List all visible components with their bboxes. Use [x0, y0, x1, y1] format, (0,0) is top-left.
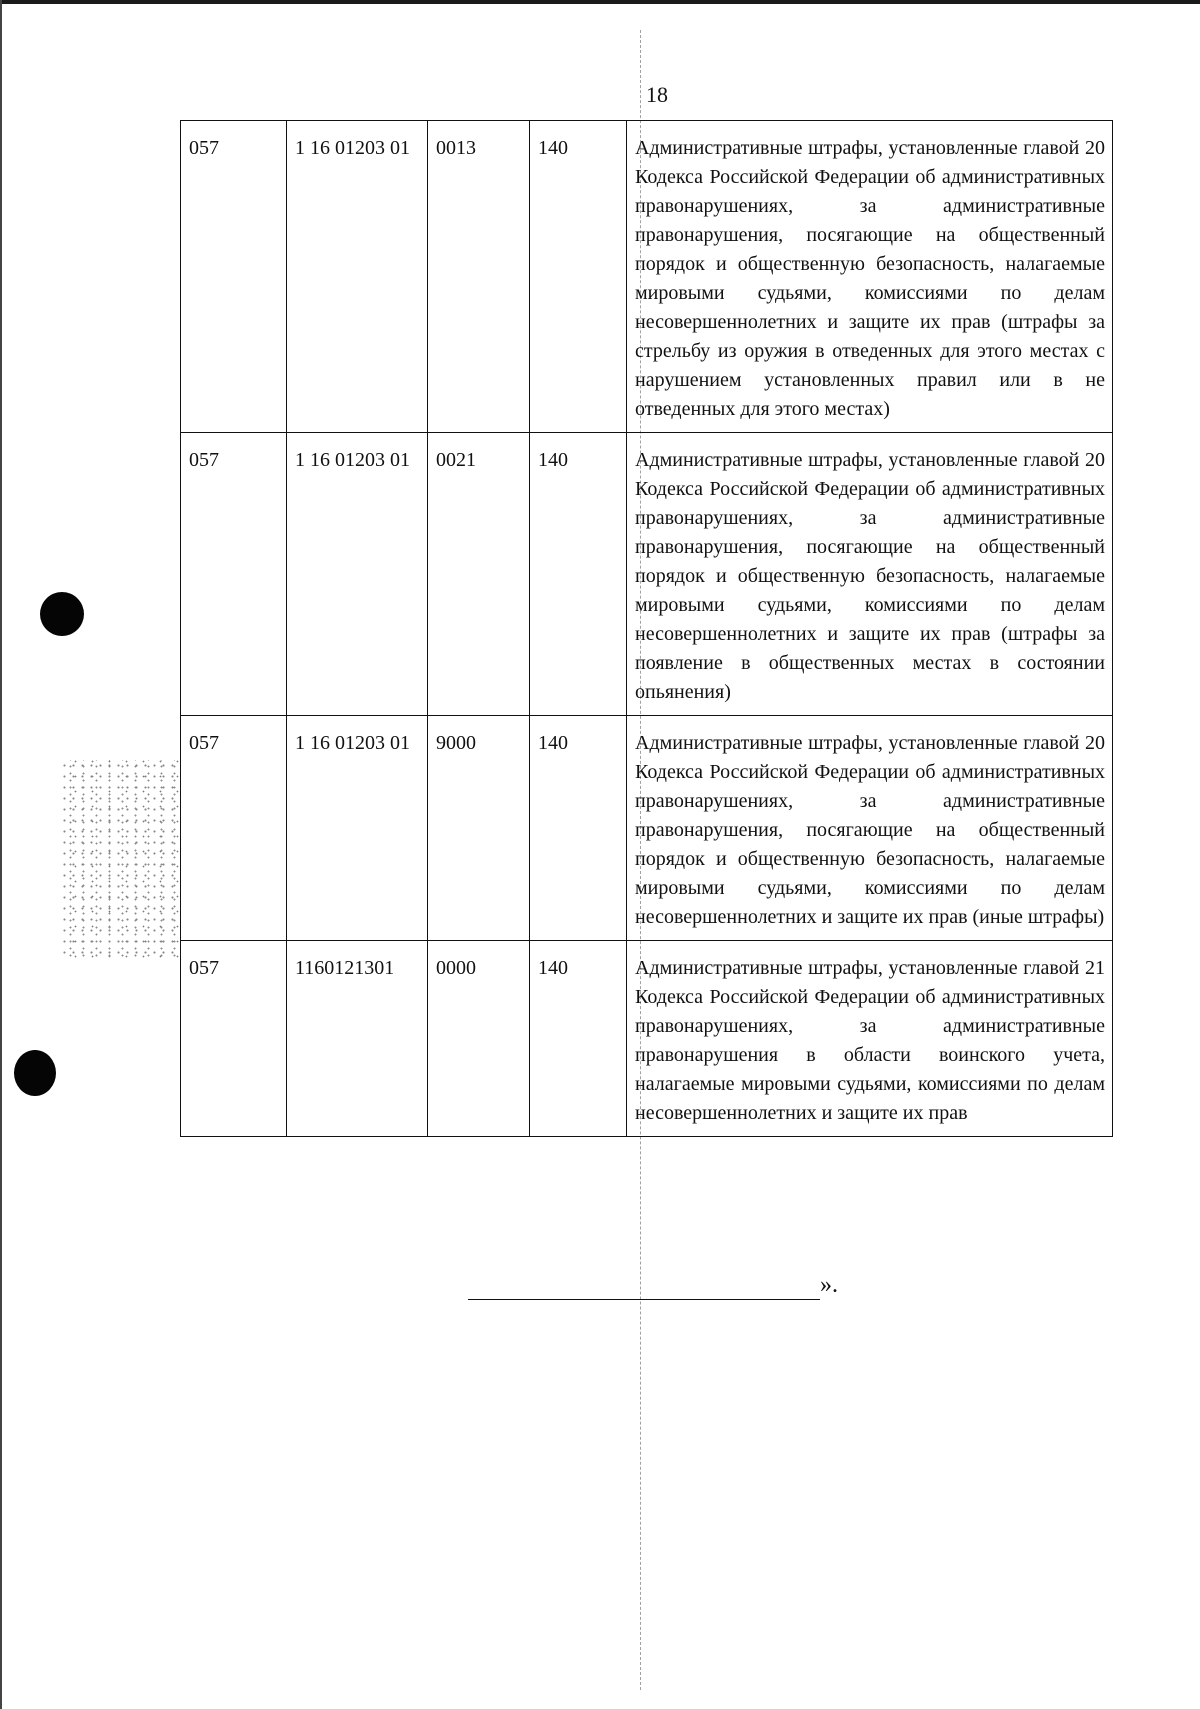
punch-hole-icon: [40, 592, 84, 636]
kbk-main-cell: 1160121301: [287, 941, 428, 1137]
kbk-program-cell: 9000: [428, 716, 530, 941]
kbk-kosgu-cell: 140: [530, 121, 627, 433]
kbk-kosgu-cell: 140: [530, 941, 627, 1137]
fines-table: [180, 120, 1113, 1137]
punch-hole-icon: [14, 1050, 56, 1096]
scan-top-edge: [0, 0, 1200, 4]
table-row: [181, 941, 1113, 1137]
admin-code-cell: 057: [181, 941, 287, 1137]
page-number: 18: [646, 82, 668, 107]
admin-code-cell: 057: [181, 716, 287, 941]
kbk-main-cell: 1 16 01203 01: [287, 433, 428, 716]
scan-left-edge: [0, 0, 2, 1709]
description-cell: Административные штрафы, установленные главой 20 Кодекса Российской Федерации об административных правонарушениях, за административные правонарушения, посягающие на общественный порядок и общественную безопасность, налагаемые мировыми судьями, комиссиями по делам несовершеннолетних и защите их прав (штрафы за появление в общественных местах в состоянии опьянения): [627, 433, 1113, 716]
closing-rule: [468, 1299, 820, 1300]
table-row: [181, 121, 1113, 433]
closing-mark: [468, 1272, 838, 1312]
table-row: [181, 716, 1113, 941]
table-row: [181, 433, 1113, 716]
admin-code-cell: 057: [181, 121, 287, 433]
kbk-kosgu-cell: 140: [530, 433, 627, 716]
description-cell: Административные штрафы, установленные главой 21 Кодекса Российской Федерации об административных правонарушениях, за административные правонарушения в области воинского учета, налагаемые мировыми судьями, комиссиями по делам несовершеннолетних и защите их прав: [627, 941, 1113, 1137]
kbk-kosgu-cell: 140: [530, 716, 627, 941]
kbk-program-cell: 0000: [428, 941, 530, 1137]
kbk-main-cell: 1 16 01203 01: [287, 121, 428, 433]
kbk-program-cell: 0013: [428, 121, 530, 433]
kbk-main-cell: 1 16 01203 01: [287, 716, 428, 941]
closing-quote: ».: [820, 1272, 838, 1298]
description-cell: Административные штрафы, установленные главой 20 Кодекса Российской Федерации об административных правонарушениях, за административные правонарушения, посягающие на общественный порядок и общественную безопасность, налагаемые мировыми судьями, комиссиями по делам несовершеннолетних и защите их прав (иные штрафы): [627, 716, 1113, 941]
description-cell: Административные штрафы, установленные главой 20 Кодекса Российской Федерации об административных правонарушениях, за административные правонарушения, посягающие на общественный порядок и общественную безопасность, налагаемые мировыми судьями, комиссиями по делам несовершеннолетних и защите их прав (штрафы за стрельбу из оружия в отведенных для этого местах с нарушением установленных правил или в не отведенных для этого местах): [627, 121, 1113, 433]
admin-code-cell: 057: [181, 433, 287, 716]
scan-noise: [60, 760, 180, 960]
kbk-program-cell: 0021: [428, 433, 530, 716]
